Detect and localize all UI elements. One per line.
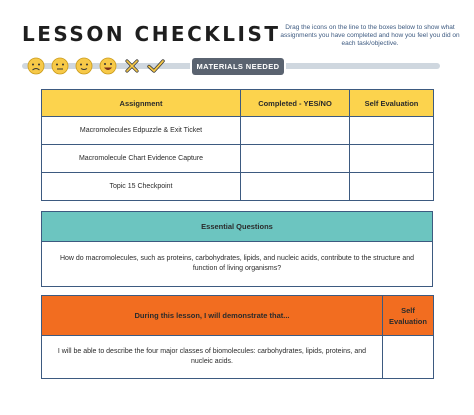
table-row bbox=[42, 117, 434, 145]
objective-text: I will be able to describe the four major classes of biomolecules: carbohydrates, lipids, proteins, and nucleic acids. bbox=[42, 336, 383, 379]
completed-drop-cell[interactable] bbox=[241, 173, 350, 201]
check-mark-icon[interactable] bbox=[146, 56, 166, 76]
neutral-face-icon[interactable] bbox=[50, 56, 70, 76]
assignment-cell: Macromolecule Chart Evidence Capture bbox=[42, 145, 241, 173]
assignment-cell: Macromolecules Edpuzzle & Exit Ticket bbox=[42, 117, 241, 145]
self-evaluation-drop-cell[interactable] bbox=[350, 117, 434, 145]
essential-questions-header: Essential Questions bbox=[42, 212, 433, 242]
slight-smile-face-icon[interactable] bbox=[74, 56, 94, 76]
table-header-row bbox=[42, 90, 434, 117]
essential-questions-table bbox=[41, 211, 433, 287]
essential-question-text: How do macromolecules, such as proteins, carbohydrates, lipids, and nucleic acids, contribute to the structure and function of living organisms? bbox=[42, 242, 433, 287]
icon-bank bbox=[26, 56, 166, 76]
happy-face-icon[interactable] bbox=[98, 56, 118, 76]
objectives-header: During this lesson, I will demonstrate that... bbox=[42, 296, 383, 336]
completed-drop-cell[interactable] bbox=[241, 117, 350, 145]
table-row bbox=[42, 145, 434, 173]
table-header-row bbox=[42, 296, 434, 336]
x-mark-icon[interactable] bbox=[122, 56, 142, 76]
table-row bbox=[42, 336, 434, 379]
objectives-table bbox=[41, 295, 434, 379]
column-header-self-evaluation: Self Evaluation bbox=[350, 90, 434, 117]
self-evaluation-drop-cell[interactable] bbox=[350, 145, 434, 173]
assignment-cell: Topic 15 Checkpoint bbox=[42, 173, 241, 201]
instructions-text: Drag the icons on the line to the boxes below to show what assignments you have completed and how you feel you did on each task/objective. bbox=[280, 24, 460, 47]
page-title: LESSON CHECKLIST bbox=[22, 22, 281, 46]
objective-self-evaluation-header: Self Evaluation bbox=[383, 296, 434, 336]
objective-self-evaluation-drop-cell[interactable] bbox=[383, 336, 434, 379]
column-header-completed: Completed - YES/NO bbox=[241, 90, 350, 117]
column-header-assignment: Assignment bbox=[42, 90, 241, 117]
sad-face-icon[interactable] bbox=[26, 56, 46, 76]
assignments-table bbox=[41, 89, 434, 201]
table-row bbox=[42, 173, 434, 201]
completed-drop-cell[interactable] bbox=[241, 145, 350, 173]
self-evaluation-drop-cell[interactable] bbox=[350, 173, 434, 201]
materials-needed-button[interactable]: MATERIALS NEEDED bbox=[192, 58, 284, 75]
